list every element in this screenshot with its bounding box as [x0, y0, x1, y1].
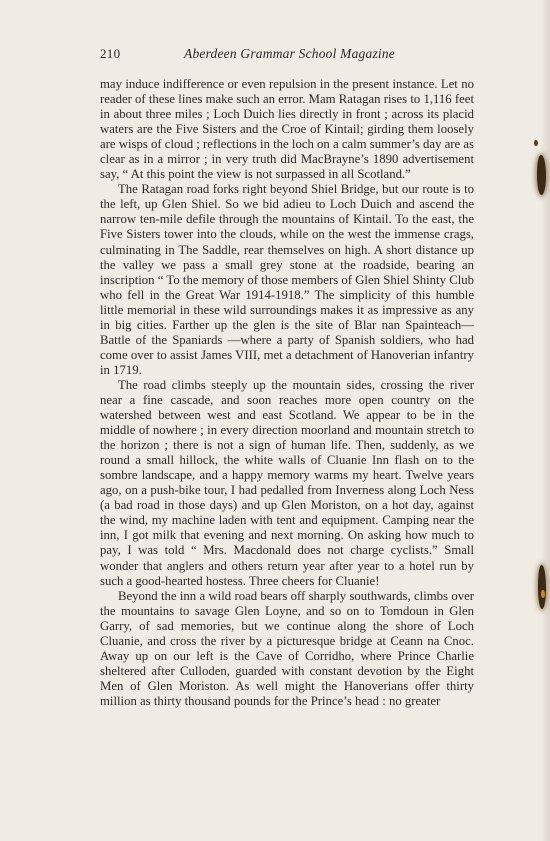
- paragraph-2: The Ratagan road forks right beyond Shiel Bridge, but our route is to the left, up Glen Shiel. So we bid adieu to Loch Duich and ascend the narrow ten-mile defile through the mountains of Kintail. To the east, the Five Sisters tower into the clouds, while on the west the immense crags, culminating in The Saddle, rear themselves on high. A short distance up the valley we pass a small grey stone at the roadside, bearing an inscription “ To the memory of those members of Glen Shiel Shinty Club who fell in the Great War 1914-1918.” The simplicity of this humble little memorial in these wild surroundings makes it as impressive as any in big cities. Farther up the glen is the site of Blar nan Spainteach—Battle of the Spaniards —where a party of Spanish soldiers, who had come over to assist James VIII, met a detachment of Hanoverian infantry in 1719.: [100, 182, 474, 377]
- paragraph-4: Beyond the inn a wild road bears off sharply southwards, climbs over the mountains to savage Glen Loyne, and so on to Tomdoun in Glen Garry, of sad memories, but we continue along the shore of Loch Cluanie, and cross the river by a picturesque bridge at Ceann na Cnoc. Away up on our left is the Cave of Corridho, where Prince Charlie sheltered after Culloden, guarded with constant devotion by the Eight Men of Glen Moriston. As well might the Hanoverians offer thirty million as thirty thousand pounds for the Prince’s head : no greater: [100, 588, 474, 708]
- margin-stain-bottom-highlight: [541, 590, 545, 598]
- page-edge-shadow: [540, 0, 550, 841]
- running-head: [100, 46, 474, 68]
- paragraph-1: may induce indifference or even repulsion in the present instance. Let no reader of these lines make such an error. Mam Ratagan rises to 1,116 feet in about three miles ; Loch Duich lies directly in front ; across its placid waters are the Five Sisters and the Croe of Kintail; girding them loosely are wisps of cloud ; reflections in the loch on a calm summer’s day are as clear as in a mirror ; in very truth did MacBrayne’s 1890 advertisement say, “ At this point the view is not surpassed in all Scotland.”: [100, 77, 475, 182]
- margin-stain-top-speck: [534, 140, 538, 146]
- article-body: [100, 77, 474, 709]
- paragraph-3: The road climbs steeply up the mountain sides, crossing the river near a fine cascade, and soon reaches more open country on the watershed between west and east Scotland. We appear to be in the middle of nowhere ; in every direction moorland and mountain stretch to the horizon ; there is not a sign of human life. Then, suddenly, as we round a small hillock, the white walls of Cluanie Inn flash on to the sombre landscape, and a happy memory warms my heart. Twelve years ago, on a push-bike tour, I had pedalled from Inverness along Loch Ness (a bad road in those days) and up Glen Moriston, on a hot day, against the wind, my machine laden with tent and equipment. Camping near the inn, I got milk that evening and next morning. On asking how much to pay, I was told “ Mrs. Macdonald does not charge cyclists.” Small wonder that anglers and others return year after year to a hotel run by such a good-hearted hostess. Three cheers for Cluanie!: [100, 377, 474, 588]
- margin-stain-top: [537, 155, 546, 195]
- journal-title: Aberdeen Grammar School Magazine: [184, 46, 395, 61]
- margin-stain-bottom: [538, 565, 546, 609]
- page-number: 210: [100, 46, 121, 61]
